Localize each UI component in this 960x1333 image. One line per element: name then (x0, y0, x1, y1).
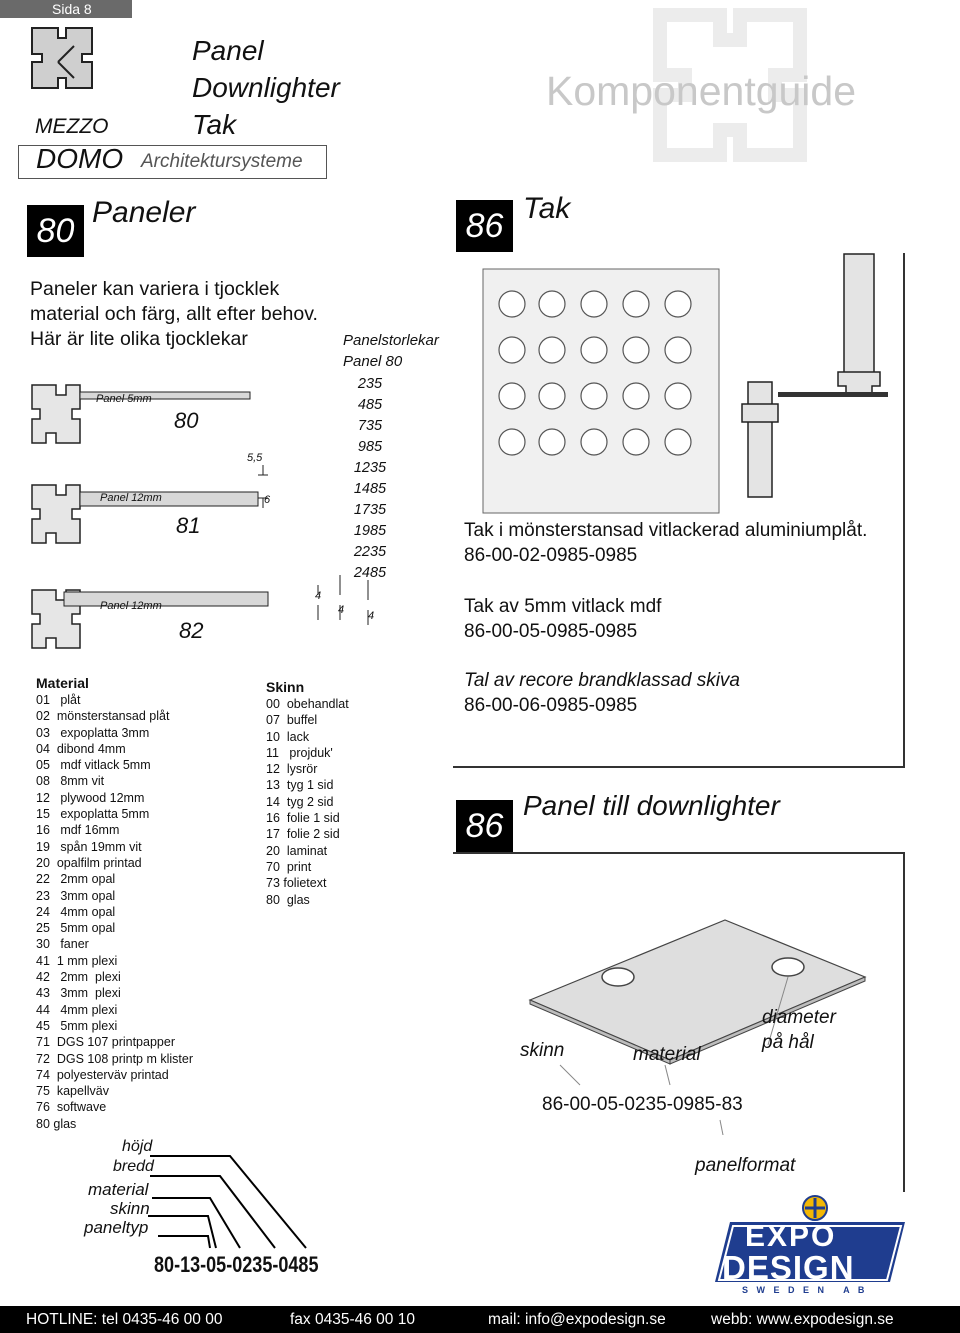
skinn-item: 07 buffel (266, 713, 318, 728)
dl-label-format: panelformat (695, 1155, 796, 1176)
panel-label-3: Panel 12mm (100, 600, 162, 612)
intro-line-3: Här är lite olika tjocklekar (30, 328, 248, 350)
tak-code-1: 86-00-02-0985-0985 (464, 545, 638, 566)
material-item: 24 4mm opal (36, 904, 116, 919)
skinn-item: 73 folietext (266, 876, 327, 891)
footer-hotline: HOTLINE: tel 0435-46 00 00 (26, 1311, 223, 1328)
dl-label-material: material (633, 1044, 701, 1065)
logo-expo: EXPO (745, 1220, 837, 1253)
size-item: 2235 (353, 544, 387, 560)
skinn-list (266, 696, 349, 908)
skinn-item: 16 folie 1 sid (266, 811, 340, 826)
legend-bredd: bredd (113, 1158, 154, 1175)
tak-code-2: 86-00-05-0985-0985 (464, 621, 638, 642)
section-number-86-tak: 86 (456, 200, 513, 252)
material-item: 19 spån 19mm vit (36, 839, 142, 854)
size-item: 985 (357, 439, 383, 455)
skinn-item: 80 glas (266, 892, 310, 907)
skinn-item: 12 lysrör (266, 762, 318, 777)
size-item: 485 (357, 397, 383, 413)
intro-line-1: Paneler kan variera i tjocklek (30, 278, 280, 300)
watermark-text: Komponentguide (546, 68, 857, 114)
dl-code: 86-00-05-0235-0985-83 (542, 1094, 743, 1115)
title-line-3: Tak (192, 109, 237, 140)
footer-bar (0, 1306, 960, 1333)
material-item: 23 3mm opal (36, 888, 116, 903)
size-item: 1235 (353, 460, 387, 476)
material-item: 42 2mm plexi (36, 970, 121, 985)
title-line-2: Downlighter (192, 72, 340, 103)
skinn-item: 17 folie 2 sid (266, 827, 340, 842)
material-item: 71 DGS 107 printpapper (36, 1035, 175, 1050)
dim-4b: 4 (338, 604, 345, 616)
section-number-80: 80 (27, 205, 84, 257)
panel-profiles-drawing (28, 380, 388, 650)
material-item: 76 softwave (36, 1100, 107, 1115)
paneler-intro (30, 277, 318, 352)
mezzo-logo-icon (28, 22, 118, 114)
dl-label-diameter: diameter (762, 1007, 836, 1028)
ceiling-profile-icon (738, 252, 898, 504)
logo-design: DESIGN (722, 1249, 855, 1286)
material-item: 15 expoplatta 5mm (36, 807, 150, 822)
size-item: 735 (357, 418, 383, 434)
page-title (192, 32, 340, 143)
dim-4a: 4 (315, 590, 322, 602)
panel-code-82: 82 (179, 618, 204, 643)
sizes-subtitle: Panel 80 (343, 353, 403, 370)
size-item: 1985 (353, 523, 387, 539)
perforated-plate-icon (482, 268, 720, 514)
logo-sweden: S W E D E N A B (742, 1285, 868, 1295)
sizes-list (340, 374, 400, 584)
material-item: 25 5mm opal (36, 921, 116, 936)
material-item: 08 8mm vit (36, 774, 105, 789)
material-item: 16 mdf 16mm (36, 823, 120, 838)
section-title-downlighter: Panel till downlighter (523, 790, 780, 821)
footer-web[interactable]: webb: www.expodesign.se (711, 1311, 894, 1328)
skinn-heading: Skinn (266, 679, 305, 695)
page-label: Sida 8 (0, 0, 132, 18)
material-item: 30 faner (36, 937, 89, 952)
tak-line-3: Tal av recore brandklassad skiva (464, 670, 740, 691)
footer-mail[interactable]: mail: info@expodesign.se (488, 1311, 666, 1328)
panel-code-80: 80 (174, 408, 199, 433)
material-item: 72 DGS 108 printp m klister (36, 1051, 194, 1066)
skinn-item: 00 obehandlat (266, 697, 349, 711)
material-item: 20 opalfilm printad (36, 855, 142, 870)
brand-domo: DOMO (36, 143, 124, 174)
material-item: 80 glas (36, 1116, 77, 1131)
material-item: 75 kapellväv (36, 1084, 109, 1099)
size-item: 1485 (353, 481, 387, 497)
dim-6: 6 (264, 494, 271, 506)
legend-paneltyp: paneltyp (84, 1218, 149, 1237)
sizes-title: Panelstorlekar (343, 332, 439, 349)
material-item: 05 mdf vitlack 5mm (36, 758, 151, 773)
material-item: 43 3mm plexi (36, 986, 121, 1001)
section-title-paneler: Paneler (92, 196, 196, 229)
intro-line-2: material och färg, allt efter behov. (30, 303, 318, 325)
dim-4c: 4 (368, 610, 375, 622)
tak-code-3: 86-00-06-0985-0985 (464, 695, 638, 716)
downlighter-frame-right (903, 852, 905, 1192)
material-item: 22 2mm opal (36, 872, 116, 887)
skinn-item: 20 laminat (266, 843, 328, 858)
skinn-item: 70 print (266, 859, 312, 874)
legend-lines-icon (80, 1150, 340, 1260)
panel-label-2: Panel 12mm (100, 492, 162, 504)
material-item: 04 dibond 4mm (36, 741, 126, 756)
material-item: 74 polyesterväv printad (36, 1067, 169, 1082)
material-item: 01 plåt (36, 693, 81, 707)
legend-skinn: skinn (110, 1199, 150, 1218)
skinn-item: 13 tyg 1 sid (266, 778, 334, 793)
material-item: 12 plywood 12mm (36, 790, 145, 805)
dim-5-5: 5,5 (247, 452, 263, 464)
dl-label-hole: på hål (762, 1032, 814, 1053)
tak-line-1: Tak i mönsterstansad vitlackerad aluminiumplåt. (464, 520, 868, 541)
size-item: 1735 (353, 502, 387, 518)
tak-line-2: Tak av 5mm vitlack mdf (464, 596, 662, 617)
legend-hojd: höjd (122, 1138, 153, 1155)
dl-label-skinn: skinn (520, 1040, 565, 1061)
brand-mezzo: MEZZO (35, 115, 109, 138)
material-list (36, 692, 193, 1132)
legend-material: material (88, 1180, 149, 1199)
material-item: 45 5mm plexi (36, 1018, 118, 1033)
section-title-tak: Tak (523, 192, 571, 225)
panel-label-1: Panel 5mm (96, 393, 152, 405)
skinn-item: 10 lack (266, 729, 310, 744)
skinn-item: 11 projduk' (266, 745, 333, 760)
material-item: 03 expoplatta 3mm (36, 725, 150, 740)
material-item: 41 1 mm plexi (36, 953, 118, 968)
downlighter-frame-top (453, 852, 905, 854)
legend-code: 80-13-05-0235-0485 (154, 1252, 319, 1277)
brand-sub: Architektursysteme (141, 151, 303, 172)
material-item: 02 mönsterstansad plåt (36, 709, 170, 724)
title-line-1: Panel (192, 35, 264, 66)
size-item: 235 (357, 376, 383, 392)
material-heading: Material (36, 675, 89, 691)
size-item: 2485 (353, 565, 387, 581)
panel-code-81: 81 (176, 513, 201, 538)
section-number-86-downlighter: 86 (456, 800, 513, 852)
footer-fax: fax 0435-46 00 10 (290, 1311, 415, 1328)
material-item: 44 4mm plexi (36, 1002, 118, 1017)
skinn-item: 14 tyg 2 sid (266, 794, 334, 809)
